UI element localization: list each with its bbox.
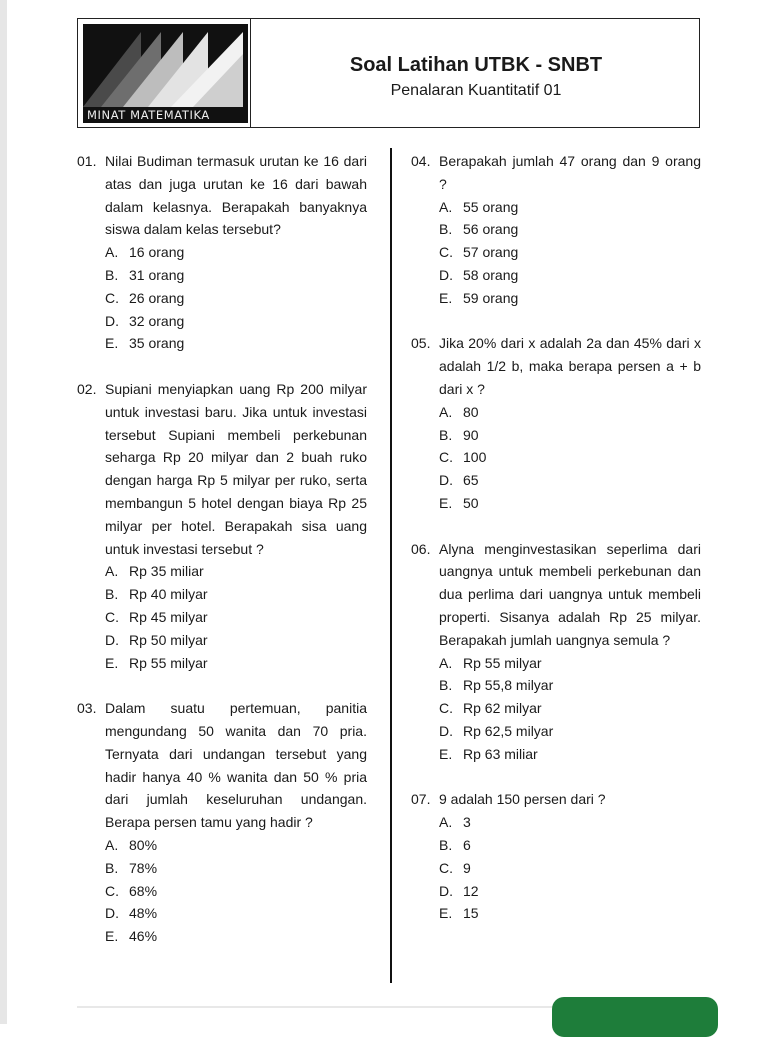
option-e — [411, 902, 701, 925]
option-text: 46% — [129, 928, 158, 945]
option-c — [411, 446, 701, 469]
option-text: Rp 55,8 milyar — [463, 677, 554, 694]
right-column — [411, 150, 701, 948]
option-a — [411, 401, 701, 424]
option-text: Rp 40 milyar — [129, 586, 208, 603]
option-text: Rp 62 milyar — [463, 700, 542, 717]
option-d — [77, 902, 367, 925]
question-number: 07. — [411, 791, 431, 808]
page-title: Soal Latihan UTBK - SNBT — [349, 54, 603, 76]
question-01 — [77, 150, 367, 355]
option-letter: C. — [105, 882, 119, 899]
option-e — [77, 332, 367, 355]
option-letter: E. — [105, 335, 119, 352]
option-text: 3 — [463, 814, 471, 831]
option-text: 57 orang — [463, 244, 519, 261]
option-text: 26 orang — [129, 289, 185, 306]
question-number: 06. — [411, 540, 431, 557]
option-letter: D. — [439, 722, 453, 739]
option-letter: A. — [439, 814, 453, 831]
option-letter: B. — [105, 859, 119, 876]
option-text: 6 — [463, 836, 471, 853]
option-e — [411, 743, 701, 766]
option-letter: A. — [105, 836, 119, 853]
option-letter: E. — [105, 654, 119, 671]
option-text: 100 — [463, 449, 487, 466]
question-number: 02. — [77, 380, 97, 397]
option-letter: D. — [105, 631, 119, 648]
option-text: 16 orang — [129, 244, 185, 261]
option-text: 59 orang — [463, 289, 519, 306]
option-letter: C. — [439, 859, 453, 876]
option-a — [411, 196, 701, 219]
option-d — [77, 629, 367, 652]
option-letter: A. — [439, 403, 453, 420]
option-text: 9 — [463, 859, 471, 876]
option-text: 32 orang — [129, 312, 185, 329]
option-text: 65 — [463, 472, 479, 489]
option-d — [411, 469, 701, 492]
option-letter: C. — [439, 244, 453, 261]
option-letter: B. — [105, 586, 119, 603]
option-letter: B. — [439, 677, 453, 694]
option-text: 90 — [463, 426, 479, 443]
option-text: 56 orang — [463, 221, 519, 238]
option-letter: D. — [439, 266, 453, 283]
option-d — [77, 310, 367, 333]
question-07 — [411, 788, 701, 925]
option-letter: E. — [105, 928, 119, 945]
option-d — [411, 264, 701, 287]
option-text: 80 — [463, 403, 479, 420]
question-text: Nilai Budiman termasuk urutan ke 16 dari atas dan juga urutan ke 16 dari bawah dalam kelasnya. Berapakah banyaknya siswa dalam kelas tersebut? — [105, 153, 367, 238]
question-text: 9 adalah 150 persen dari ? — [439, 791, 606, 808]
question-text: Berapakah jumlah 47 orang dan 9 orang ? — [439, 153, 701, 192]
option-b — [411, 834, 701, 857]
question-02 — [77, 378, 367, 674]
option-letter: D. — [439, 472, 453, 489]
option-letter: E. — [439, 905, 453, 922]
green-action-button[interactable] — [552, 997, 718, 1037]
option-d — [411, 880, 701, 903]
column-divider — [390, 148, 392, 983]
option-e — [77, 925, 367, 948]
option-text: 50 — [463, 494, 479, 511]
option-text: Rp 50 milyar — [129, 631, 208, 648]
option-text: Rp 55 milyar — [129, 654, 208, 671]
option-letter: C. — [105, 608, 119, 625]
question-text: Jika 20% dari x adalah 2a dan 45% dari x adalah 1/2 b, maka berapa persen a + b dari x ? — [439, 335, 701, 397]
question-number: 04. — [411, 153, 431, 169]
option-c — [411, 857, 701, 880]
header-box — [77, 18, 700, 128]
option-letter: C. — [439, 700, 453, 717]
option-c — [411, 697, 701, 720]
option-c — [77, 287, 367, 310]
option-letter: A. — [439, 654, 453, 671]
option-a — [77, 241, 367, 264]
left-margin-strip — [0, 0, 7, 1024]
option-text: Rp 35 miliar — [129, 563, 204, 580]
option-d — [411, 720, 701, 743]
option-letter: E. — [439, 745, 453, 762]
option-text: Rp 63 miliar — [463, 745, 538, 762]
option-letter: B. — [439, 426, 453, 443]
option-e — [411, 492, 701, 515]
option-text: 55 orang — [463, 198, 519, 215]
question-text: Dalam suatu pertemuan, panitia mengundang 50 wanita dan 70 pria. Ternyata dari undangan tersebut yang hadir hanya 40 % wanita dan 50 % pria dari jumlah keseluruhan undangan. Berapa persen tamu yang hadir ? — [105, 700, 367, 831]
option-letter: D. — [105, 905, 119, 922]
option-letter: D. — [439, 882, 453, 899]
option-b — [77, 264, 367, 287]
question-text: Supiani menyiapkan uang Rp 200 milyar untuk investasi baru. Jika untuk investasi tersebut Supiani membeli perkebunan seharga Rp 20 milyar dan 2 buah ruko dengan harga Rp 5 milyar per ruko, serta membangun 5 hotel dengan biaya Rp 25 milyar per hotel. Berapakah sisa uang untuk investasi tersebut ? — [105, 380, 367, 557]
option-a — [411, 652, 701, 675]
option-text: 58 orang — [463, 266, 519, 283]
option-text: 35 orang — [129, 335, 185, 352]
option-text: Rp 45 milyar — [129, 608, 208, 625]
option-a — [77, 560, 367, 583]
option-b — [77, 857, 367, 880]
option-b — [77, 583, 367, 606]
option-text: Rp 62,5 milyar — [463, 722, 554, 739]
option-a — [77, 834, 367, 857]
option-text: Rp 55 milyar — [463, 654, 542, 671]
option-letter: A. — [105, 244, 119, 261]
minat-matematika-logo — [83, 24, 248, 123]
option-text: 31 orang — [129, 266, 185, 283]
option-letter: B. — [439, 221, 453, 238]
option-b — [411, 218, 701, 241]
option-e — [77, 652, 367, 675]
option-letter: E. — [439, 289, 453, 306]
question-03 — [77, 697, 367, 948]
option-a — [411, 811, 701, 834]
question-05 — [411, 332, 701, 514]
question-text: Alyna menginvestasikan seperlima dari uangnya untuk membeli perkebunan dan dua perlima dari uangnya untuk membeli properti. Sisanya adalah Rp 25 milyar. Berapakah jumlah uangnya semula ? — [439, 540, 701, 648]
page-subtitle: Penalaran Kuantitatif 01 — [390, 82, 562, 99]
option-letter: B. — [105, 266, 119, 283]
option-text: 15 — [463, 905, 479, 922]
option-text: 68% — [129, 882, 158, 899]
option-letter: B. — [439, 836, 453, 853]
option-e — [411, 287, 701, 310]
option-letter: C. — [105, 289, 119, 306]
question-number: 05. — [411, 335, 431, 352]
left-column — [77, 150, 367, 971]
option-b — [411, 424, 701, 447]
option-text: 12 — [463, 882, 479, 899]
option-text: 78% — [129, 859, 158, 876]
option-b — [411, 674, 701, 697]
question-number: 03. — [77, 700, 97, 717]
option-letter: C. — [439, 449, 453, 466]
option-c — [77, 606, 367, 629]
option-letter: A. — [105, 563, 119, 580]
option-letter: D. — [105, 312, 119, 329]
option-c — [77, 880, 367, 903]
option-text: 80% — [129, 836, 158, 853]
question-number: 01. — [77, 153, 97, 169]
option-text: 48% — [129, 905, 158, 922]
logo-text: MINAT MATEMATIKA — [87, 108, 210, 122]
question-06 — [411, 538, 701, 766]
option-letter: E. — [439, 494, 453, 511]
option-c — [411, 241, 701, 264]
question-04 — [411, 150, 701, 310]
option-letter: A. — [439, 198, 453, 215]
